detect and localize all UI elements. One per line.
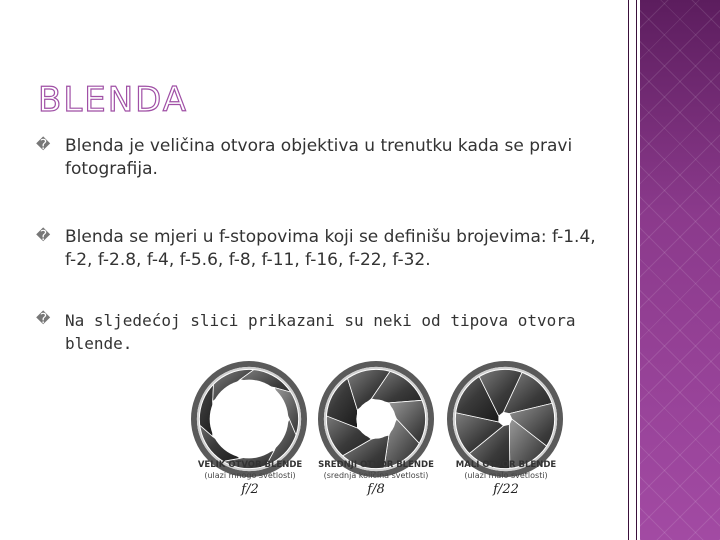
aperture-sublabel: (srednja količina svetlosti) — [323, 471, 429, 480]
aperture-opening — [210, 380, 289, 459]
divider-line — [628, 0, 629, 540]
aperture-opening — [356, 399, 395, 438]
bullet-item — [36, 135, 596, 181]
aperture-sublabel: (ulazi mnogo svetlosti) — [204, 471, 296, 480]
decorative-side-panel — [640, 0, 720, 540]
bullet-glyph: � — [36, 137, 51, 153]
bullet-glyph: � — [36, 311, 51, 327]
bullet-item — [36, 309, 596, 355]
aperture-label: MALI OTVOR BLENDE — [455, 460, 557, 470]
aperture-fstop: f/22 — [493, 482, 519, 497]
aperture-sublabel: (ulazi malo svetlosti) — [464, 471, 548, 480]
bullet-glyph: � — [36, 228, 51, 244]
aperture-fstop: f/8 — [367, 482, 385, 497]
aperture-label: SREDNJI OTVOR BLENDE — [318, 460, 434, 470]
bullet-item — [36, 226, 596, 272]
aperture-label: VELIK OTVOR BLENDE — [197, 460, 303, 470]
aperture-opening — [499, 413, 511, 425]
slide-title: BLENDA — [38, 80, 189, 120]
bullet-text: Blenda se mjeri u f-stopovima koji se definišu brojevima: f-1.4, f-2, f-2.8, f-4, f-5.6, f-8, f-11, f-16, f-22, f-32. — [65, 227, 596, 270]
bullet-text: Blenda je veličina otvora objektiva u trenutku kada se pravi fotografija. — [65, 136, 573, 179]
divider-line — [636, 0, 637, 540]
bullet-text: Na sljedećoj slici prikazani su neki od tipova otvora blende. — [65, 311, 576, 353]
aperture-fstop: f/2 — [241, 482, 259, 497]
